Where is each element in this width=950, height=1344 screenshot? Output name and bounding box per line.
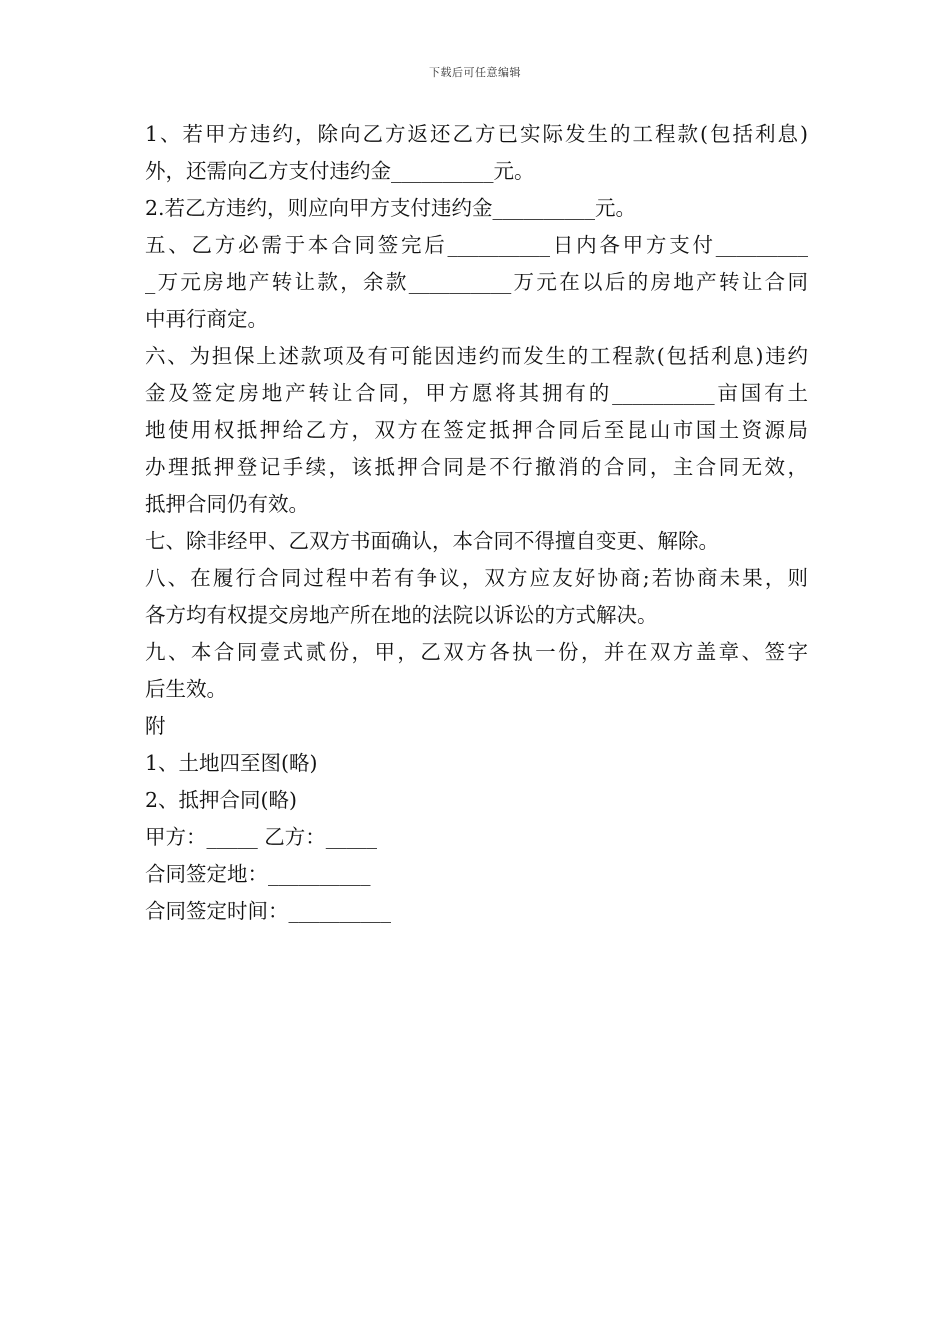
article-5-line-3: 中再行商定。 (145, 307, 268, 331)
article-8-line-2: 各方均有权提交房地产所在地的法院以诉讼的方式解决。 (145, 603, 658, 627)
signing-place: 合同签定地：__________ (145, 862, 371, 886)
party-signatures: 甲方：_____ 乙方：_____ (145, 825, 378, 849)
article-6-line-2: 金及签定房地产转让合同，甲方愿将其拥有的__________亩国有土 (145, 381, 808, 405)
article-6-line-3: 地使用权抵押给乙方，双方在签定抵押合同后至昆山市国土资源局 (145, 418, 808, 442)
page-header: 下载后可任意编辑 (429, 66, 521, 79)
clause-2-line: 2.若乙方违约，则应向甲方支付违约金__________元。 (145, 196, 637, 220)
appendix-item-1: 1、土地四至图(略) (145, 751, 318, 775)
clause-1-line-1: 1、若甲方违约，除向乙方返还乙方已实际发生的工程款(包括利息) (145, 122, 808, 146)
appendix-item-2: 2、抵押合同(略) (145, 788, 298, 812)
article-9-line-2: 后生效。 (145, 677, 227, 701)
article-8-line-1: 八、在履行合同过程中若有争议，双方应友好协商;若协商未果，则 (145, 566, 808, 590)
article-9-line-1: 九、本合同壹式贰份，甲，乙双方各执一份，并在双方盖章、签字 (145, 640, 808, 664)
article-7-line: 七、除非经甲、乙双方书面确认，本合同不得擅自变更、解除。 (145, 529, 719, 553)
signing-time: 合同签定时间：__________ (145, 899, 391, 923)
clause-1-line-2: 外，还需向乙方支付违约金__________元。 (145, 159, 535, 183)
article-5-line-1: 五、乙方必需于本合同签完后__________日内各甲方支付_________ (145, 233, 808, 257)
article-6-line-1: 六、为担保上述款项及有可能因违约而发生的工程款(包括利息)违约 (145, 344, 808, 368)
article-5-line-2: _万元房地产转让款，余款__________万元在以后的房地产转让合同 (145, 270, 808, 294)
appendix-heading: 附 (145, 714, 166, 738)
document-body (145, 116, 808, 930)
article-6-line-4: 办理抵押登记手续，该抵押合同是不行撤消的合同，主合同无效， (145, 455, 808, 479)
article-6-line-5: 抵押合同仍有效。 (145, 492, 309, 516)
